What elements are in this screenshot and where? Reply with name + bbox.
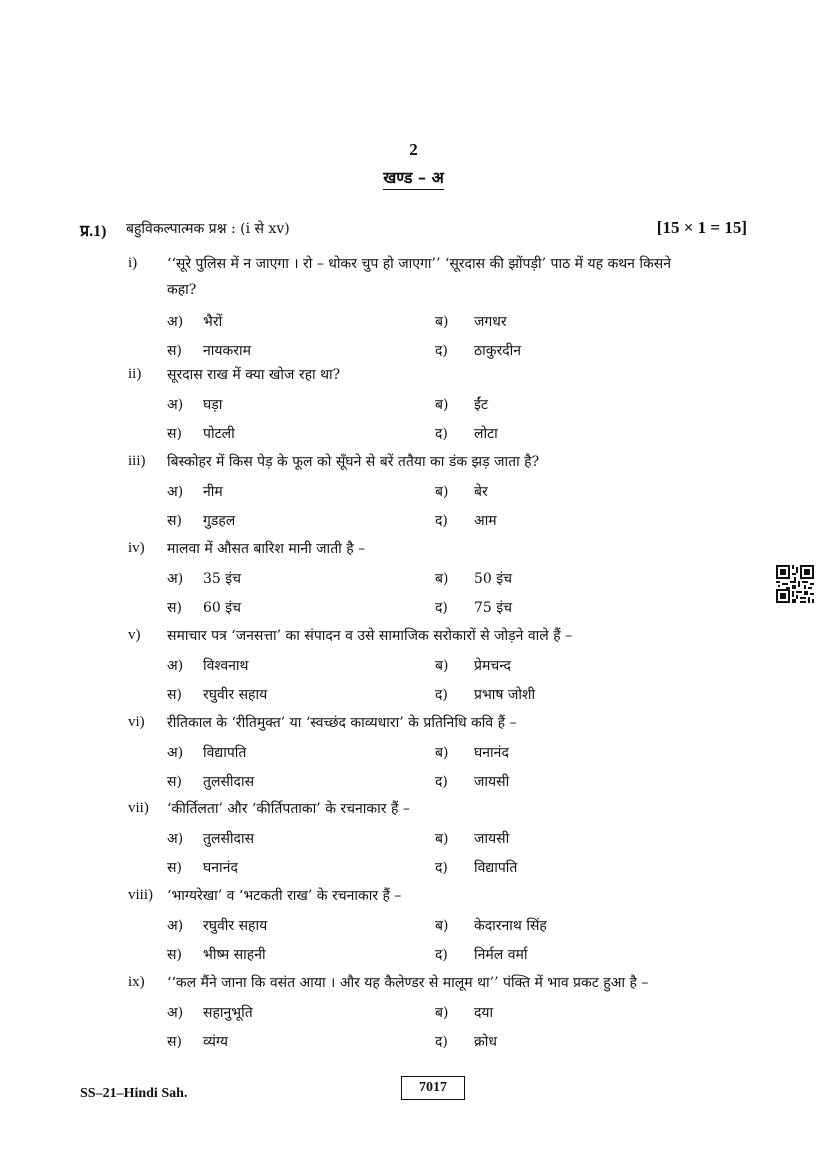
option-key: ब) [435, 571, 449, 587]
option-text: नायकराम [203, 343, 251, 359]
option-key: ब) [435, 484, 449, 500]
option-text: भैरों [203, 314, 223, 330]
section-title [0, 166, 827, 188]
option-key: स) [167, 426, 182, 442]
option-key: ब) [435, 918, 449, 934]
option-key: अ) [167, 831, 184, 847]
footer-code: SS–21–Hindi Sah. [80, 1086, 188, 1101]
option-text: 60 इंच [203, 600, 242, 616]
option-key: स) [167, 774, 182, 790]
option-text: घनानंद [203, 860, 238, 876]
option-key: स) [167, 343, 182, 359]
option-text: लोटा [474, 426, 498, 442]
question-text: कहा? [167, 282, 197, 298]
option-key: द) [435, 774, 448, 790]
question-text: समाचार पत्र ‘जनसत्ता’ का संपादन व उसे सामाजिक सरोकारों से जोड़ने वाले हैं – [167, 628, 573, 644]
section-title-text: खण्ड – अ [383, 168, 444, 190]
marks: [15 × 1 = 15] [656, 218, 747, 237]
question-number: ix) [128, 974, 145, 990]
option-key: अ) [167, 314, 184, 330]
option-key: द) [435, 426, 448, 442]
option-key: ब) [435, 831, 449, 847]
option-key: द) [435, 687, 448, 703]
option-text: जायसी [474, 831, 510, 847]
option-key: ब) [435, 397, 449, 413]
option-text: निर्मल वर्मा [474, 947, 528, 963]
paper-code-box: 7017 [401, 1076, 465, 1100]
option-key: स) [167, 947, 182, 963]
option-text: क्रोध [474, 1034, 497, 1050]
question-text: ‘‘सूरे पुलिस में न जाएगा । रो – धोकर चुप हो जाएगा’’ ‘सूरदास की झोंपड़ी’ पाठ में यह कथन किसने [167, 256, 672, 272]
option-key: अ) [167, 1005, 184, 1021]
question-number: v) [128, 627, 141, 643]
option-text: जायसी [474, 774, 510, 790]
option-key: अ) [167, 484, 184, 500]
question-text: बिस्कोहर में किस पेड़ के फूल को सूँघने से बरें ततैया का डंक झड़ जाता है? [167, 454, 540, 470]
question-heading: बहुविकल्पात्मक प्रश्न : (i से xv) [126, 221, 290, 237]
option-key: स) [167, 513, 182, 529]
question-text: सूरदास राख में क्या खोज रहा था? [167, 367, 341, 383]
option-text: रघुवीर सहाय [203, 687, 268, 703]
question-text: मालवा में औसत बारिश मानी जाती है – [167, 541, 366, 557]
question-text: ‘कीर्तिलता’ और ‘कीर्तिपताका’ के रचनाकार हैं – [167, 801, 410, 817]
question-text: रीतिकाल के ‘रीतिमुक्त’ या ‘स्वच्छंद काव्यधारा’ के प्रतिनिधि कवि हैं – [167, 715, 517, 731]
question-number: vi) [128, 714, 145, 730]
option-key: द) [435, 600, 448, 616]
option-key: स) [167, 860, 182, 876]
option-text: सहानुभूति [203, 1005, 253, 1021]
option-key: द) [435, 513, 448, 529]
option-key: ब) [435, 658, 449, 674]
option-text: नीम [203, 484, 223, 500]
option-text: आम [474, 513, 497, 529]
option-key: द) [435, 860, 448, 876]
option-text: दया [474, 1005, 494, 1021]
question-number: iii) [128, 453, 146, 469]
option-text: तुलसीदास [203, 831, 255, 847]
option-key: अ) [167, 658, 184, 674]
option-key: अ) [167, 397, 184, 413]
option-text: तुलसीदास [203, 774, 255, 790]
question-text: ‘‘कल मैंने जाना कि वसंत आया । और यह कैलेण्डर से मालूम था’’ पंक्ति में भाव प्रकट हुआ है – [167, 975, 649, 991]
option-text: घड़ा [203, 397, 223, 413]
option-text: व्यंग्य [203, 1034, 228, 1050]
option-text: पोटली [203, 426, 235, 442]
option-text: विद्यापति [203, 745, 247, 761]
option-text: ईंट [474, 397, 488, 413]
option-text: ठाकुरदीन [474, 343, 522, 359]
option-text: 75 इंच [474, 600, 513, 616]
option-key: अ) [167, 918, 184, 934]
question-number: ii) [128, 366, 142, 382]
question-number: viii) [128, 887, 153, 903]
option-text: प्रेमचन्द [474, 658, 511, 674]
option-text: 35 इंच [203, 571, 242, 587]
page-number: 2 [409, 140, 418, 159]
option-key: द) [435, 343, 448, 359]
option-text: रघुवीर सहाय [203, 918, 268, 934]
question-label: प्र.1) [80, 223, 107, 240]
option-key: ब) [435, 745, 449, 761]
option-text: केदारनाथ सिंह [474, 918, 547, 934]
option-key: स) [167, 1034, 182, 1050]
option-text: भीष्म साहनी [203, 947, 266, 963]
option-text: विद्यापति [474, 860, 518, 876]
option-key: ब) [435, 314, 449, 330]
option-key: अ) [167, 571, 184, 587]
option-text: जगधर [474, 314, 507, 330]
option-text: घनानंद [474, 745, 509, 761]
option-text: विश्वनाथ [203, 658, 249, 674]
question-number: vii) [128, 800, 149, 816]
question-number: iv) [128, 540, 145, 556]
option-key: द) [435, 947, 448, 963]
question-number: i) [128, 255, 138, 271]
option-text: 50 इंच [474, 571, 513, 587]
option-text: गुडहल [203, 513, 236, 529]
option-key: स) [167, 600, 182, 616]
option-text: बेर [474, 484, 488, 500]
option-key: द) [435, 1034, 448, 1050]
question-text: ‘भाग्यरेखा’ व ‘भटकती राख’ के रचनाकार हैं – [167, 888, 402, 904]
option-key: ब) [435, 1005, 449, 1021]
option-key: स) [167, 687, 182, 703]
option-text: प्रभाष जोशी [474, 687, 536, 703]
option-key: अ) [167, 745, 184, 761]
qr-code-icon [776, 565, 814, 603]
